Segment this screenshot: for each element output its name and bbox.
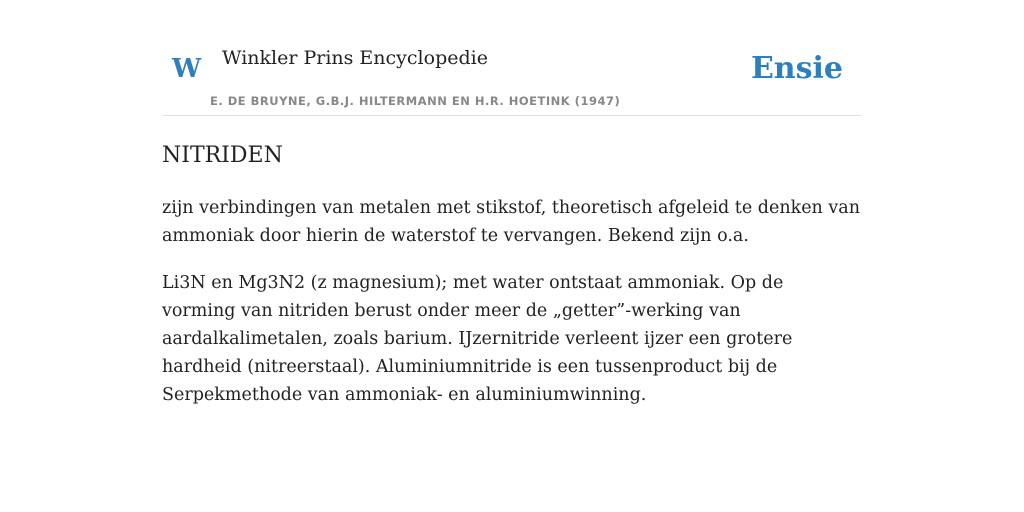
page-container <box>162 0 862 409</box>
encyclopedia-title[interactable]: Winkler Prins Encyclopedie <box>222 47 488 69</box>
encyclopedia-logo[interactable]: W <box>172 54 202 84</box>
article-paragraph: zijn verbindingen van metalen met stikstof, theoretisch afgeleid te denken van ammoniak door hierin de waterstof te vervangen. Bekend zijn o.a. <box>162 198 860 246</box>
ensie-logo-link[interactable]: Ensie <box>750 51 843 86</box>
page-header <box>162 0 862 116</box>
article-title: NITRIDEN <box>162 143 283 168</box>
article <box>162 142 862 409</box>
article-paragraph: Li3N en Mg3N2 (z magnesium); met water ontstaat ammoniak. Op de vorming van nitriden berust onder meer de „getter”-werking van aardalkalimetalen, zoals barium. IJzernitride verleent ijzer een grotere hardheid (nitreerstaal). Aluminiumnitride is een tussenproduct bij de Serpekmethode van ammoniak- en aluminiumwinning. <box>162 273 793 405</box>
authors-line: E. DE BRUYNE, G.B.J. HILTERMANN EN H.R. HOETINK (1947) <box>210 94 621 108</box>
